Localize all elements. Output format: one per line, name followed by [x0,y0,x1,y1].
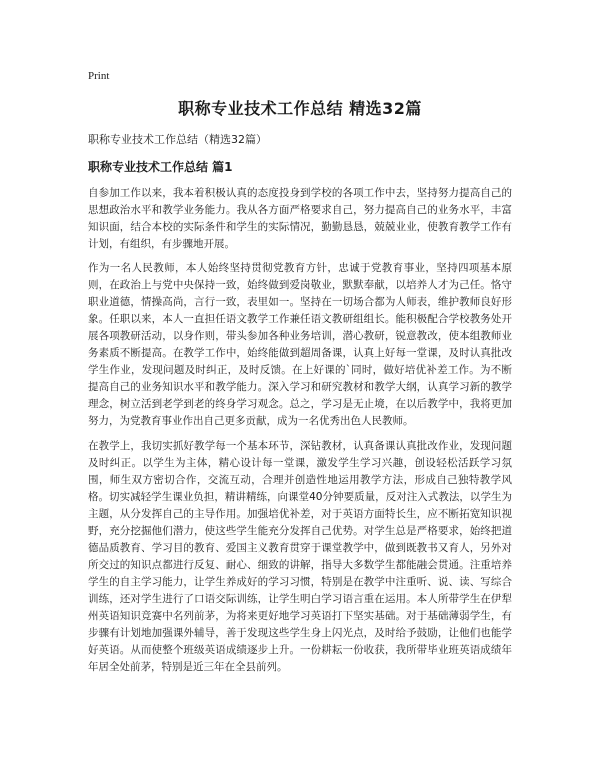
paragraph: 在教学上，我切实抓好教学每一个基本环节，深钻教材，认真备课认真批改作业，发现问题及时纠正。以学生为主体，精心设计每一堂课，激发学生学习兴趣，创设轻松活跃学习氛围，师生双方密切合作，交流互动，合理并创造性地运用教学方法，形成自己独特教学风格。切实减轻学生课业负担，精讲精练，向课堂40分钟要质量，反对注入式教法，以学生为主题，从分发挥自己的主导作用。加强培优补差，对于英语方面特长生，应不断拓宽知识视野，充分挖掘他们潜力，使这些学生能充分发挥自己优势。对学生总是严格要求，始终把道德品质教育、学习目的教育、爱国主义教育贯穿于课堂教学中，做到既教书又育人，另外对所交过的知识点都进行反复、耐心、细致的讲解，指导大多数学生都能融会贯通。注重培养学生的自主学习能力，让学生养成好的学习习惯，特别是在教学中注重听、说、读、写综合训练，还对学生进行了口语交际训练，让学生明白学习语言重在运用。本人所带学生在伊犁州英语知识竞赛中名列前茅，为将来更好地学习英语打下坚实基础。对于基础薄弱学生，有步骤有计划地加强课外辅导，善于发现这些学生身上闪光点，及时给予鼓励，让他们也能学好英语。从而使整个班级英语成绩逐步上升。一份耕耘一份收获，我所带毕业班英语成绩年年居全处前茅，特别是近三年在全县前列。 [88,440,512,673]
paragraph: 作为一名人民教师，本人始终坚持贯彻党教育方针，忠诚于党教育事业，坚持四项基本原则，在政治上与党中央保持一致，始终做到爱岗敬业，默默奉献，以培养人才为己任。恪守职业道德，情操高尚，言行一致，表里如一。坚持在一切场合都为人师表，维护教师良好形象。任职以来，本人一直担任语文教学工作兼任语文教研组组长。能积极配合学校教务处开展各项教研活动，以身作则，带头参加各种业务培训，潜心教研，锐意教改，使本组教师业务素质不断提高。在教学工作中，始终能做到超周备课，认真上好每一堂课，及时认真批改学生作业，发现问题及时纠正，及时反馈。在上好课的`同时，做好培优补差工作。为不断提高自己的业务知识水平和教学能力。深入学习和研究教材和教学大纲，认真学习新的教学理念，树立活到老学到老的终身学习观念。总之，学习是无止境，在以后教学中，我将更加努力，为党教育事业作出自己更多贡献，成为一名优秀出色人民教师。 [88,262,512,427]
document-title: 职称专业技术工作总结 精选32篇 [178,99,422,118]
paragraph: 自参加工作以来，我本着积极认真的态度投身到学校的各项工作中去，坚持努力提高自己的思想政治水平和教学业务能力。我从各方面严格要求自己，努力提高自己的业务水平，丰富知识面，结合本校的实际条件和学生的实际情况，勤勤恳恳，兢兢业业，使教育教学工作有计划，有组织，有步骤地开展。 [88,187,512,250]
document-subtitle: 职称专业技术工作总结（精选32篇） [88,133,267,146]
print-link[interactable]: Print [88,70,110,82]
section-heading: 职称专业技术工作总结 篇1 [88,160,233,174]
